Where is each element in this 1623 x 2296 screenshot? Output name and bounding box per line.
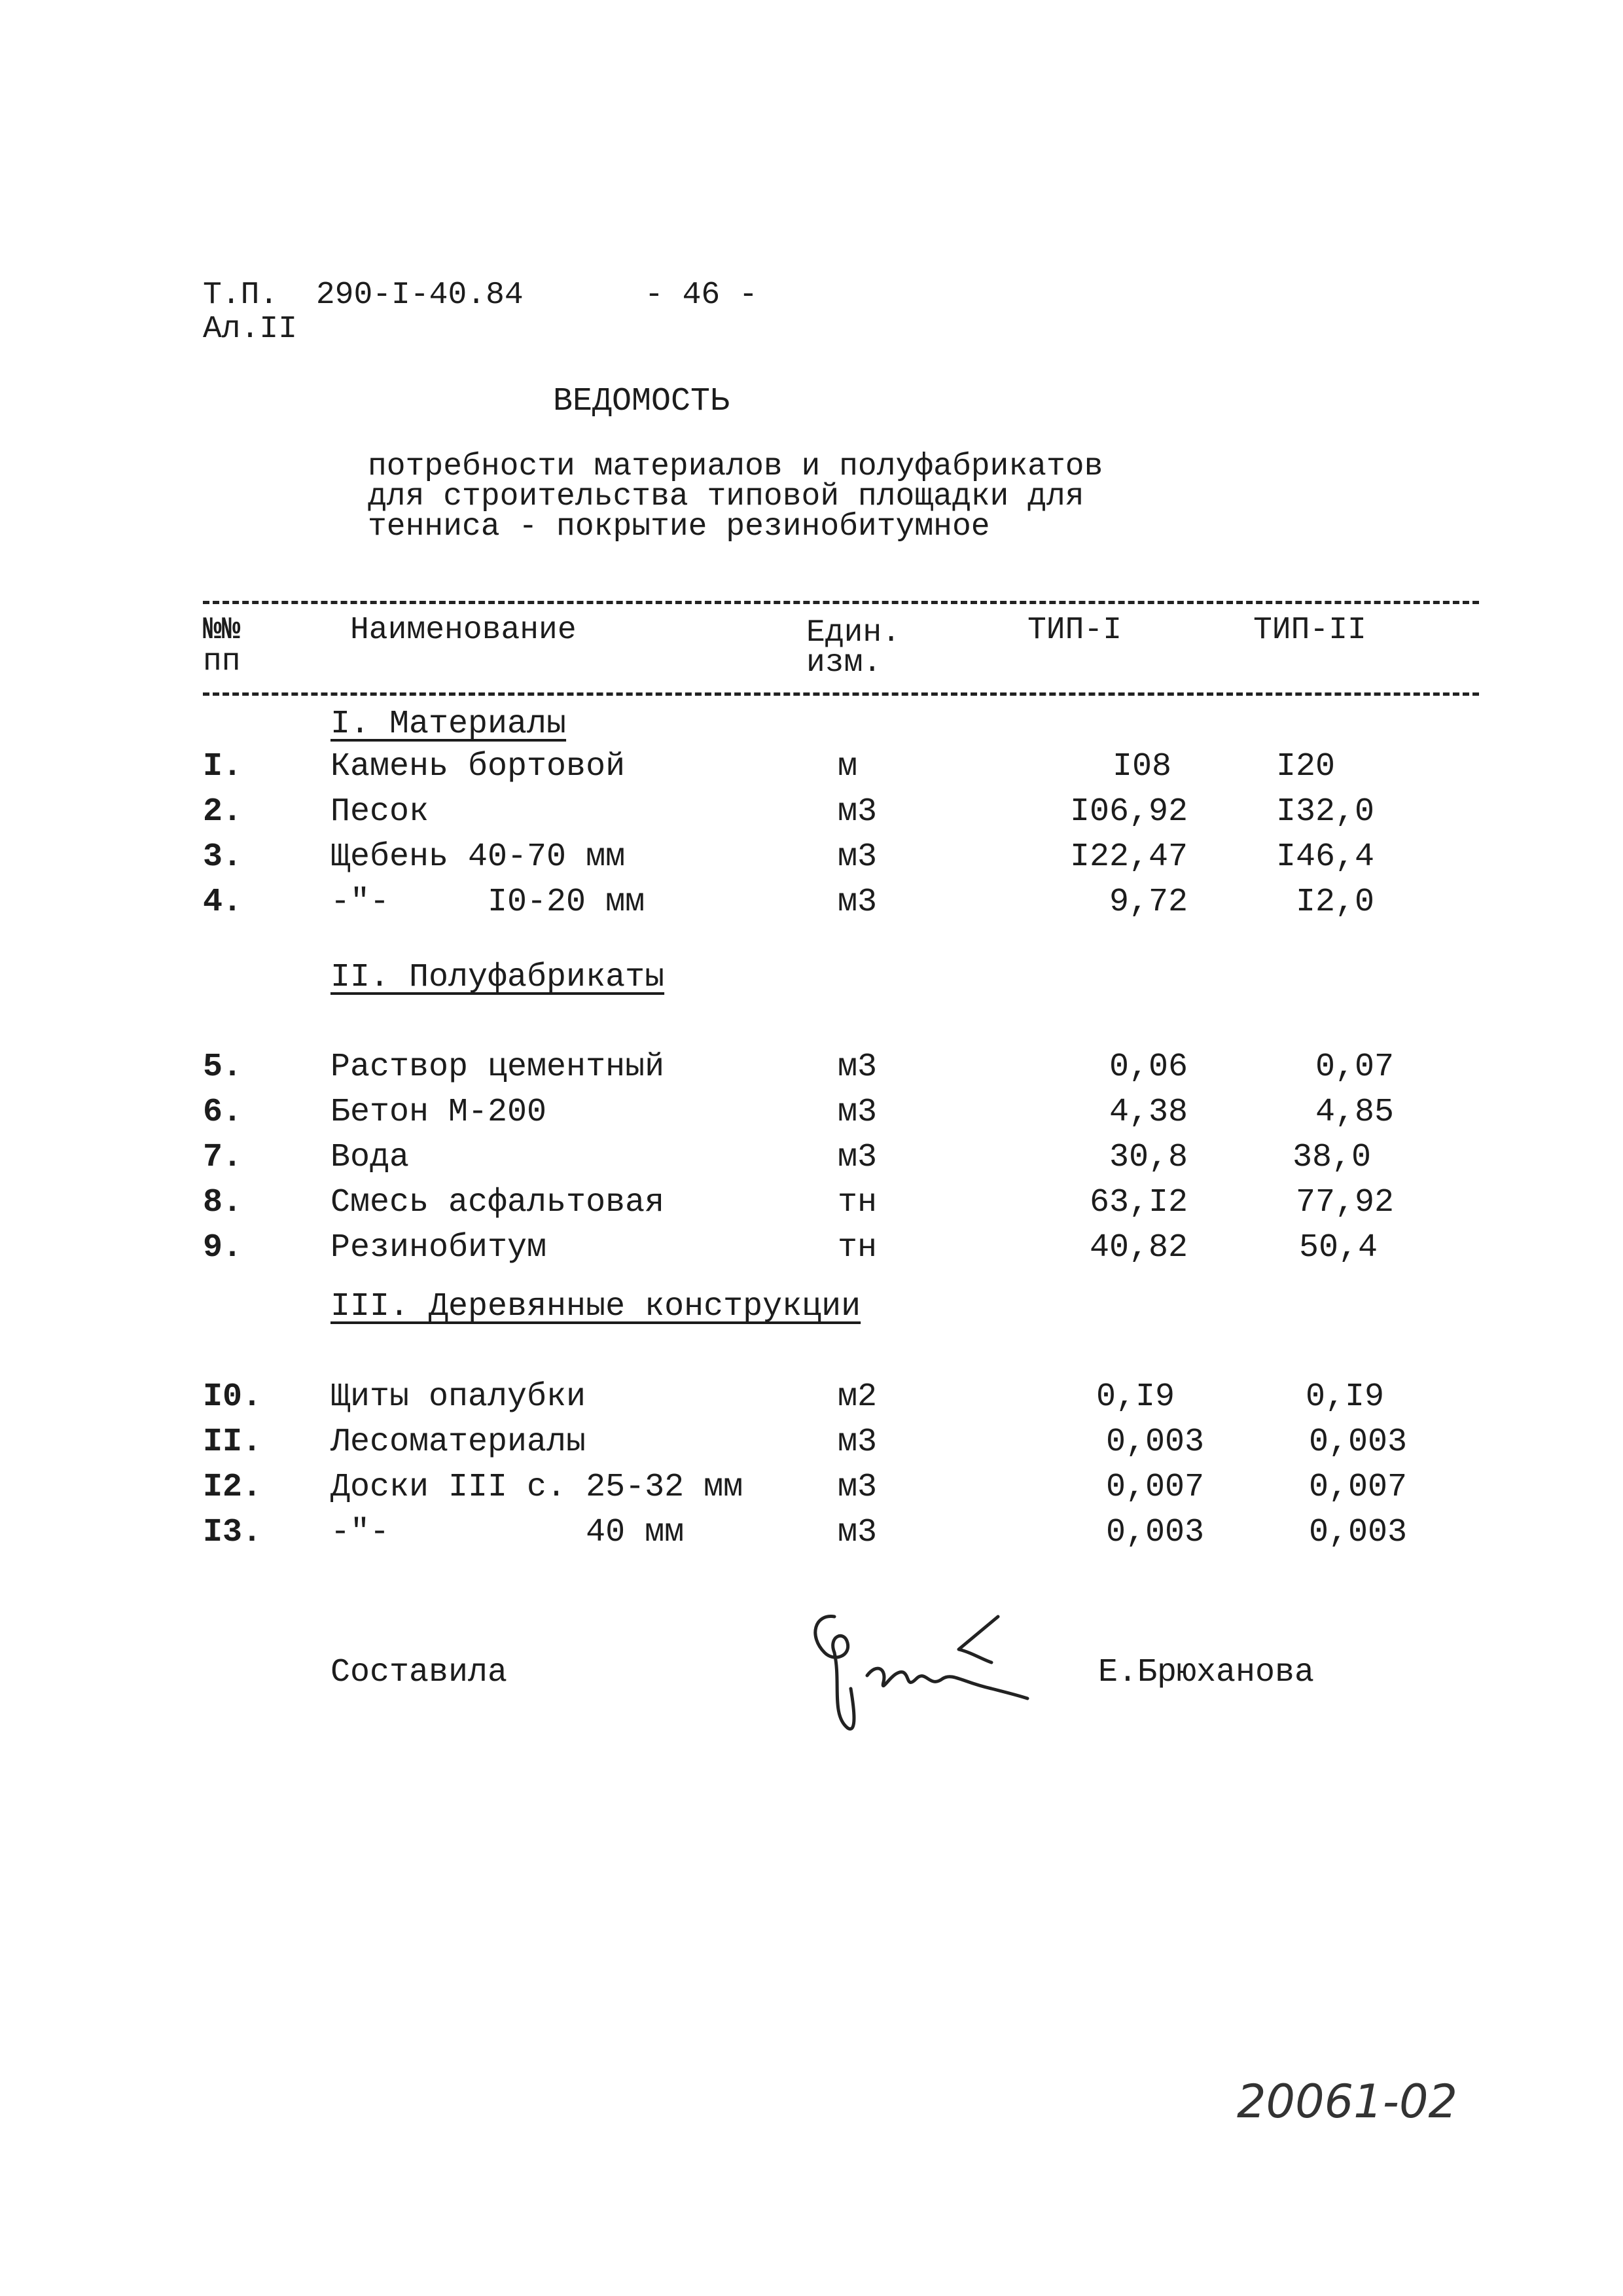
header-num-line-2: пп [203, 644, 241, 679]
row-number: 8. [203, 1184, 243, 1221]
row-number: I. [203, 748, 243, 785]
row-type2-value: 38,0 [1292, 1139, 1371, 1176]
table-top-rule [203, 601, 1479, 604]
header-type-2: ТИП-II [1253, 613, 1366, 648]
row-type2-value: 50,4 [1298, 1229, 1378, 1266]
row-type1-value: 40,82 [1089, 1229, 1188, 1266]
row-name: Щебень 40-70 мм [330, 838, 626, 876]
row-name: Бетон М-200 [330, 1094, 547, 1131]
section-title-wood-structures: III. Деревянные конструкции [330, 1288, 861, 1325]
section-title-semifinished: II. Полуфабрикаты [330, 959, 665, 996]
row-unit: м3 [838, 1139, 878, 1176]
row-unit: м2 [838, 1378, 878, 1416]
row-name: Смесь асфальтовая [330, 1184, 665, 1221]
signature-icon [795, 1590, 1031, 1748]
row-type2-value: 0,07 [1315, 1049, 1394, 1086]
table-row [0, 838, 1623, 878]
row-type2-value: 0,I9 [1305, 1378, 1384, 1416]
row-unit: м3 [838, 884, 878, 921]
header-num-line-1: №№ [203, 613, 241, 648]
row-number: II. [203, 1424, 262, 1461]
row-type2-value: 77,92 [1295, 1184, 1394, 1221]
row-type1-value: 0,003 [1105, 1514, 1204, 1551]
document-title: ВЕДОМОСТЬ [553, 383, 730, 420]
row-name: Щиты опалубки [330, 1378, 586, 1416]
header-name: Наименование [350, 613, 577, 648]
row-type1-value: 0,06 [1109, 1049, 1188, 1086]
row-number: I0. [203, 1378, 262, 1416]
row-type2-value: 4,85 [1315, 1094, 1394, 1131]
row-type1-value: 63,I2 [1089, 1184, 1188, 1221]
row-unit: м3 [838, 1424, 878, 1461]
row-number: 5. [203, 1049, 243, 1086]
row-unit: м3 [838, 838, 878, 876]
row-type2-value: I2,0 [1295, 884, 1374, 921]
row-type2-value: 0,003 [1308, 1424, 1407, 1461]
header-unit-line-2: изм. [806, 645, 882, 681]
table-row [0, 793, 1623, 833]
row-unit: м [838, 748, 858, 785]
row-type1-value: 0,I9 [1096, 1378, 1175, 1416]
row-unit: м3 [838, 1094, 878, 1131]
row-number: 3. [203, 838, 243, 876]
row-type2-value: I46,4 [1275, 838, 1374, 876]
row-type2-value: I20 [1275, 748, 1335, 785]
row-unit: тн [838, 1229, 878, 1266]
row-unit: тн [838, 1184, 878, 1221]
table-row [0, 1229, 1623, 1268]
header-type-1: ТИП-I [1027, 613, 1122, 648]
row-number: 9. [203, 1229, 243, 1266]
row-number: 2. [203, 793, 243, 831]
subtitle-line-2: для строительства типовой площадки для [368, 479, 1084, 514]
album-number: Ал.II [203, 312, 298, 347]
compiled-by-label: Составила [330, 1654, 508, 1691]
table-row [0, 1184, 1623, 1223]
row-unit: м3 [838, 1514, 878, 1551]
row-number: 7. [203, 1139, 243, 1176]
row-number: I3. [203, 1514, 262, 1551]
row-unit: м3 [838, 793, 878, 831]
row-name: Вода [330, 1139, 410, 1176]
row-number: I2. [203, 1469, 262, 1506]
table-row [0, 1469, 1623, 1508]
row-type2-value: 0,003 [1308, 1514, 1407, 1551]
row-name: Раствор цементный [330, 1049, 665, 1086]
row-name: -"- 40 мм [330, 1514, 685, 1551]
subtitle-line-1: потребности материалов и полуфабрикатов [368, 449, 1103, 484]
row-type1-value: I22,47 [1069, 838, 1188, 876]
table-row [0, 1514, 1623, 1553]
table-row [0, 884, 1623, 923]
row-type1-value: 4,38 [1109, 1094, 1188, 1131]
row-type2-value: 0,007 [1308, 1469, 1407, 1506]
section-title-materials: I. Материалы [330, 706, 567, 743]
header-unit-line-1: Един. [806, 615, 901, 651]
row-unit: м3 [838, 1469, 878, 1506]
row-type1-value: 0,007 [1105, 1469, 1204, 1506]
table-row [0, 1378, 1623, 1418]
row-name: Доски III с. 25-32 мм [330, 1469, 743, 1506]
row-type1-value: 0,003 [1105, 1424, 1204, 1461]
archive-number: 20061-02 [1237, 2075, 1458, 2128]
row-unit: м3 [838, 1049, 878, 1086]
table-row [0, 748, 1623, 787]
row-type1-value: I06,92 [1069, 793, 1188, 831]
table-row [0, 1049, 1623, 1088]
row-type1-value: I08 [1112, 748, 1171, 785]
row-type2-value: I32,0 [1275, 793, 1374, 831]
table-row [0, 1424, 1623, 1463]
table-row [0, 1094, 1623, 1133]
table-header-rule [203, 692, 1479, 696]
row-name: Песок [330, 793, 429, 831]
row-type1-value: 9,72 [1109, 884, 1188, 921]
row-name: -"- I0-20 мм [330, 884, 645, 921]
subtitle-line-3: тенниса - покрытие резинобитумное [368, 509, 990, 545]
row-name: Резинобитум [330, 1229, 547, 1266]
document-code: Т.П. 290-I-40.84 [203, 278, 524, 313]
table-row [0, 1139, 1623, 1178]
compiler-name: Е.Брюханова [1098, 1654, 1315, 1691]
row-number: 6. [203, 1094, 243, 1131]
row-name: Лесоматериалы [330, 1424, 586, 1461]
row-name: Камень бортовой [330, 748, 626, 785]
row-number: 4. [203, 884, 243, 921]
row-type1-value: 30,8 [1109, 1139, 1188, 1176]
page-number: - 46 - [645, 278, 758, 313]
